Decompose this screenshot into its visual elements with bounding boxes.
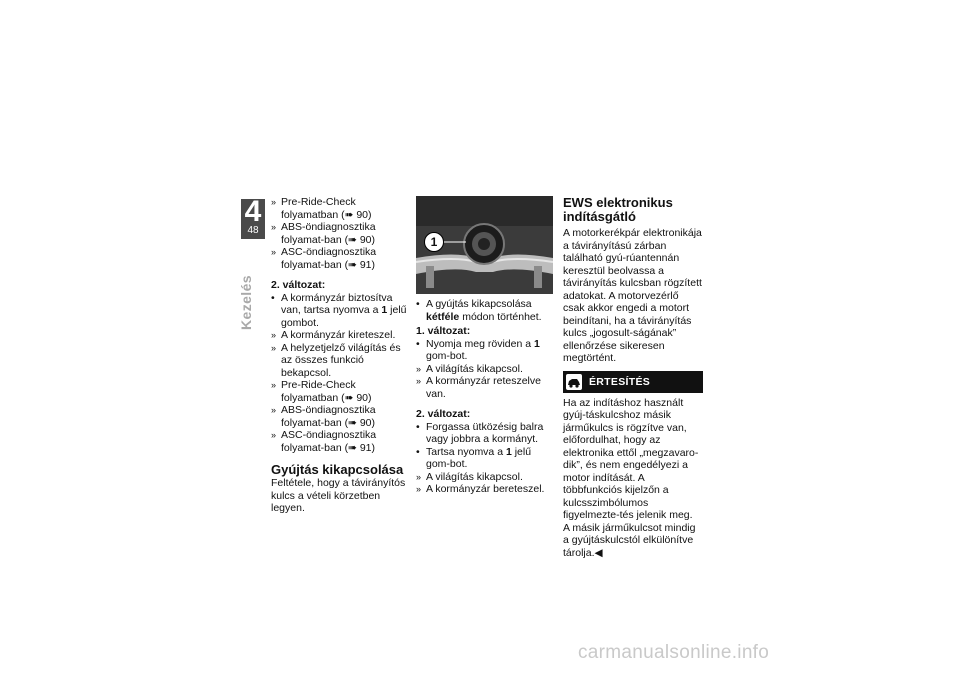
bullet-icon: • [271, 291, 275, 304]
arrow-icon: » [416, 471, 422, 482]
result-item: » A kormányzár kireteszel. [271, 329, 396, 341]
arrow-icon: » [271, 197, 277, 207]
result-item: » A helyzetjelző világítás és az összes funkció bekapcsol. [271, 341, 401, 379]
arrow-icon: » [271, 247, 277, 257]
bullet-icon: • [416, 298, 420, 310]
step-item: • Tartsa nyomva a 1 jelű gom-bot. [416, 445, 532, 470]
result-item: » Pre-Ride-Check folyamatban (➠ 90) [271, 379, 372, 404]
watermark: carmanualsonline.info [578, 642, 770, 663]
result-item: » ABS-öndiagnosztika folyamat-ban (➠ 90) [271, 221, 376, 246]
step-item: • Forgassa ütközésig balra vagy jobbra a kormányt. [416, 420, 544, 445]
arrow-icon: » [271, 380, 277, 390]
result-item: » Pre-Ride-Check folyamatban (➠ 90) [271, 196, 372, 221]
arrow-icon: » [271, 405, 277, 415]
variant-1-heading: 1. változat: [416, 325, 471, 337]
bullet-icon: • [416, 337, 420, 350]
ews-intro-text: A motorkerékpár elektronikája a távirányítású zárban található gyú-rúantennán keresztül beolvassa a távirányítás kulcsban rögzített adatokat. A motorvezérlő csak akkor engedi a motort beindítani, ha a távirányítás kulcs „jogosult-ságának” ellenőrzése sikeresen megtörtént. [563, 227, 702, 364]
intro-item: • A gyújtás kikapcsolása kétféle módon történhet. [416, 298, 542, 323]
bullet-icon: • [416, 445, 420, 458]
variant-2-heading: 2. változat: [271, 279, 326, 291]
step-item: • Nyomja meg röviden a 1 gom-bot. [416, 337, 540, 362]
chapter-marker [241, 195, 265, 239]
arrow-icon: » [271, 342, 277, 353]
arrow-icon: » [416, 484, 422, 494]
end-mark-icon: ◀ [594, 546, 603, 559]
notice-text: Ha az indításhoz használt gyúj-táskulcshoz másik járműkulcs is rögzítve van, előfordulhat, hogy az elektronika ettől „megzavaro-dik”, és nem engedélyezi a motor indítását. A többfunkciós kijelzőn a kulcsszimbólumos figyelmezte-tés jelenik meg. [563, 396, 699, 521]
arrow-icon: » [271, 330, 277, 340]
chapter-section-label: Kezelés [238, 275, 254, 330]
column-1 [271, 196, 411, 515]
section-text: Feltétele, hogy a távirányítós kulcs a vételi körzetben legyen. [271, 477, 406, 514]
result-item: » A világítás kikapcsol. [416, 470, 523, 483]
result-item: » A kormányzár reteszelve van. [416, 375, 541, 400]
chapter-number: 4 [244, 195, 262, 228]
handlebar-illustration [416, 196, 553, 294]
step-item: • A kormányzár biztosítva van, tartsa nyomva a 1 jelű gombot. [271, 291, 407, 329]
car-notice-icon [566, 374, 582, 390]
result-item: » ASC-öndiagnosztika folyamat-ban (➠ 91) [271, 246, 377, 271]
variant-2-heading: 2. változat: [416, 408, 471, 420]
arrow-icon: » [271, 222, 277, 232]
arrow-icon: » [416, 376, 422, 386]
notice-banner [563, 371, 703, 393]
arrow-icon: » [416, 363, 422, 374]
page-number: 48 [247, 225, 259, 236]
side-label [238, 250, 258, 330]
ews-title: EWS elektronikus indításgátló [563, 195, 673, 224]
column-3 [563, 196, 703, 559]
section-title-ignition-off: Gyújtás kikapcsolása [271, 462, 404, 477]
result-item: » ASC-öndiagnosztika folyamat-ban (➠ 91) [271, 429, 377, 454]
result-item: » ABS-öndiagnosztika folyamat-ban (➠ 90) [271, 404, 376, 429]
notice-label: ÉRTESÍTÉS [589, 375, 651, 388]
result-item: » A kormányzár bereteszel. [416, 483, 545, 495]
result-item: » A világítás kikapcsol. [416, 362, 523, 375]
bullet-icon: • [416, 420, 420, 433]
callout-1: 1 [424, 232, 444, 252]
arrow-icon: » [271, 430, 277, 440]
column-2 [416, 196, 556, 496]
notice-text-2: A másik járműkulcsot mindig a gyújtáskulcstól elkülönítve tárolja.◀ [563, 521, 696, 559]
